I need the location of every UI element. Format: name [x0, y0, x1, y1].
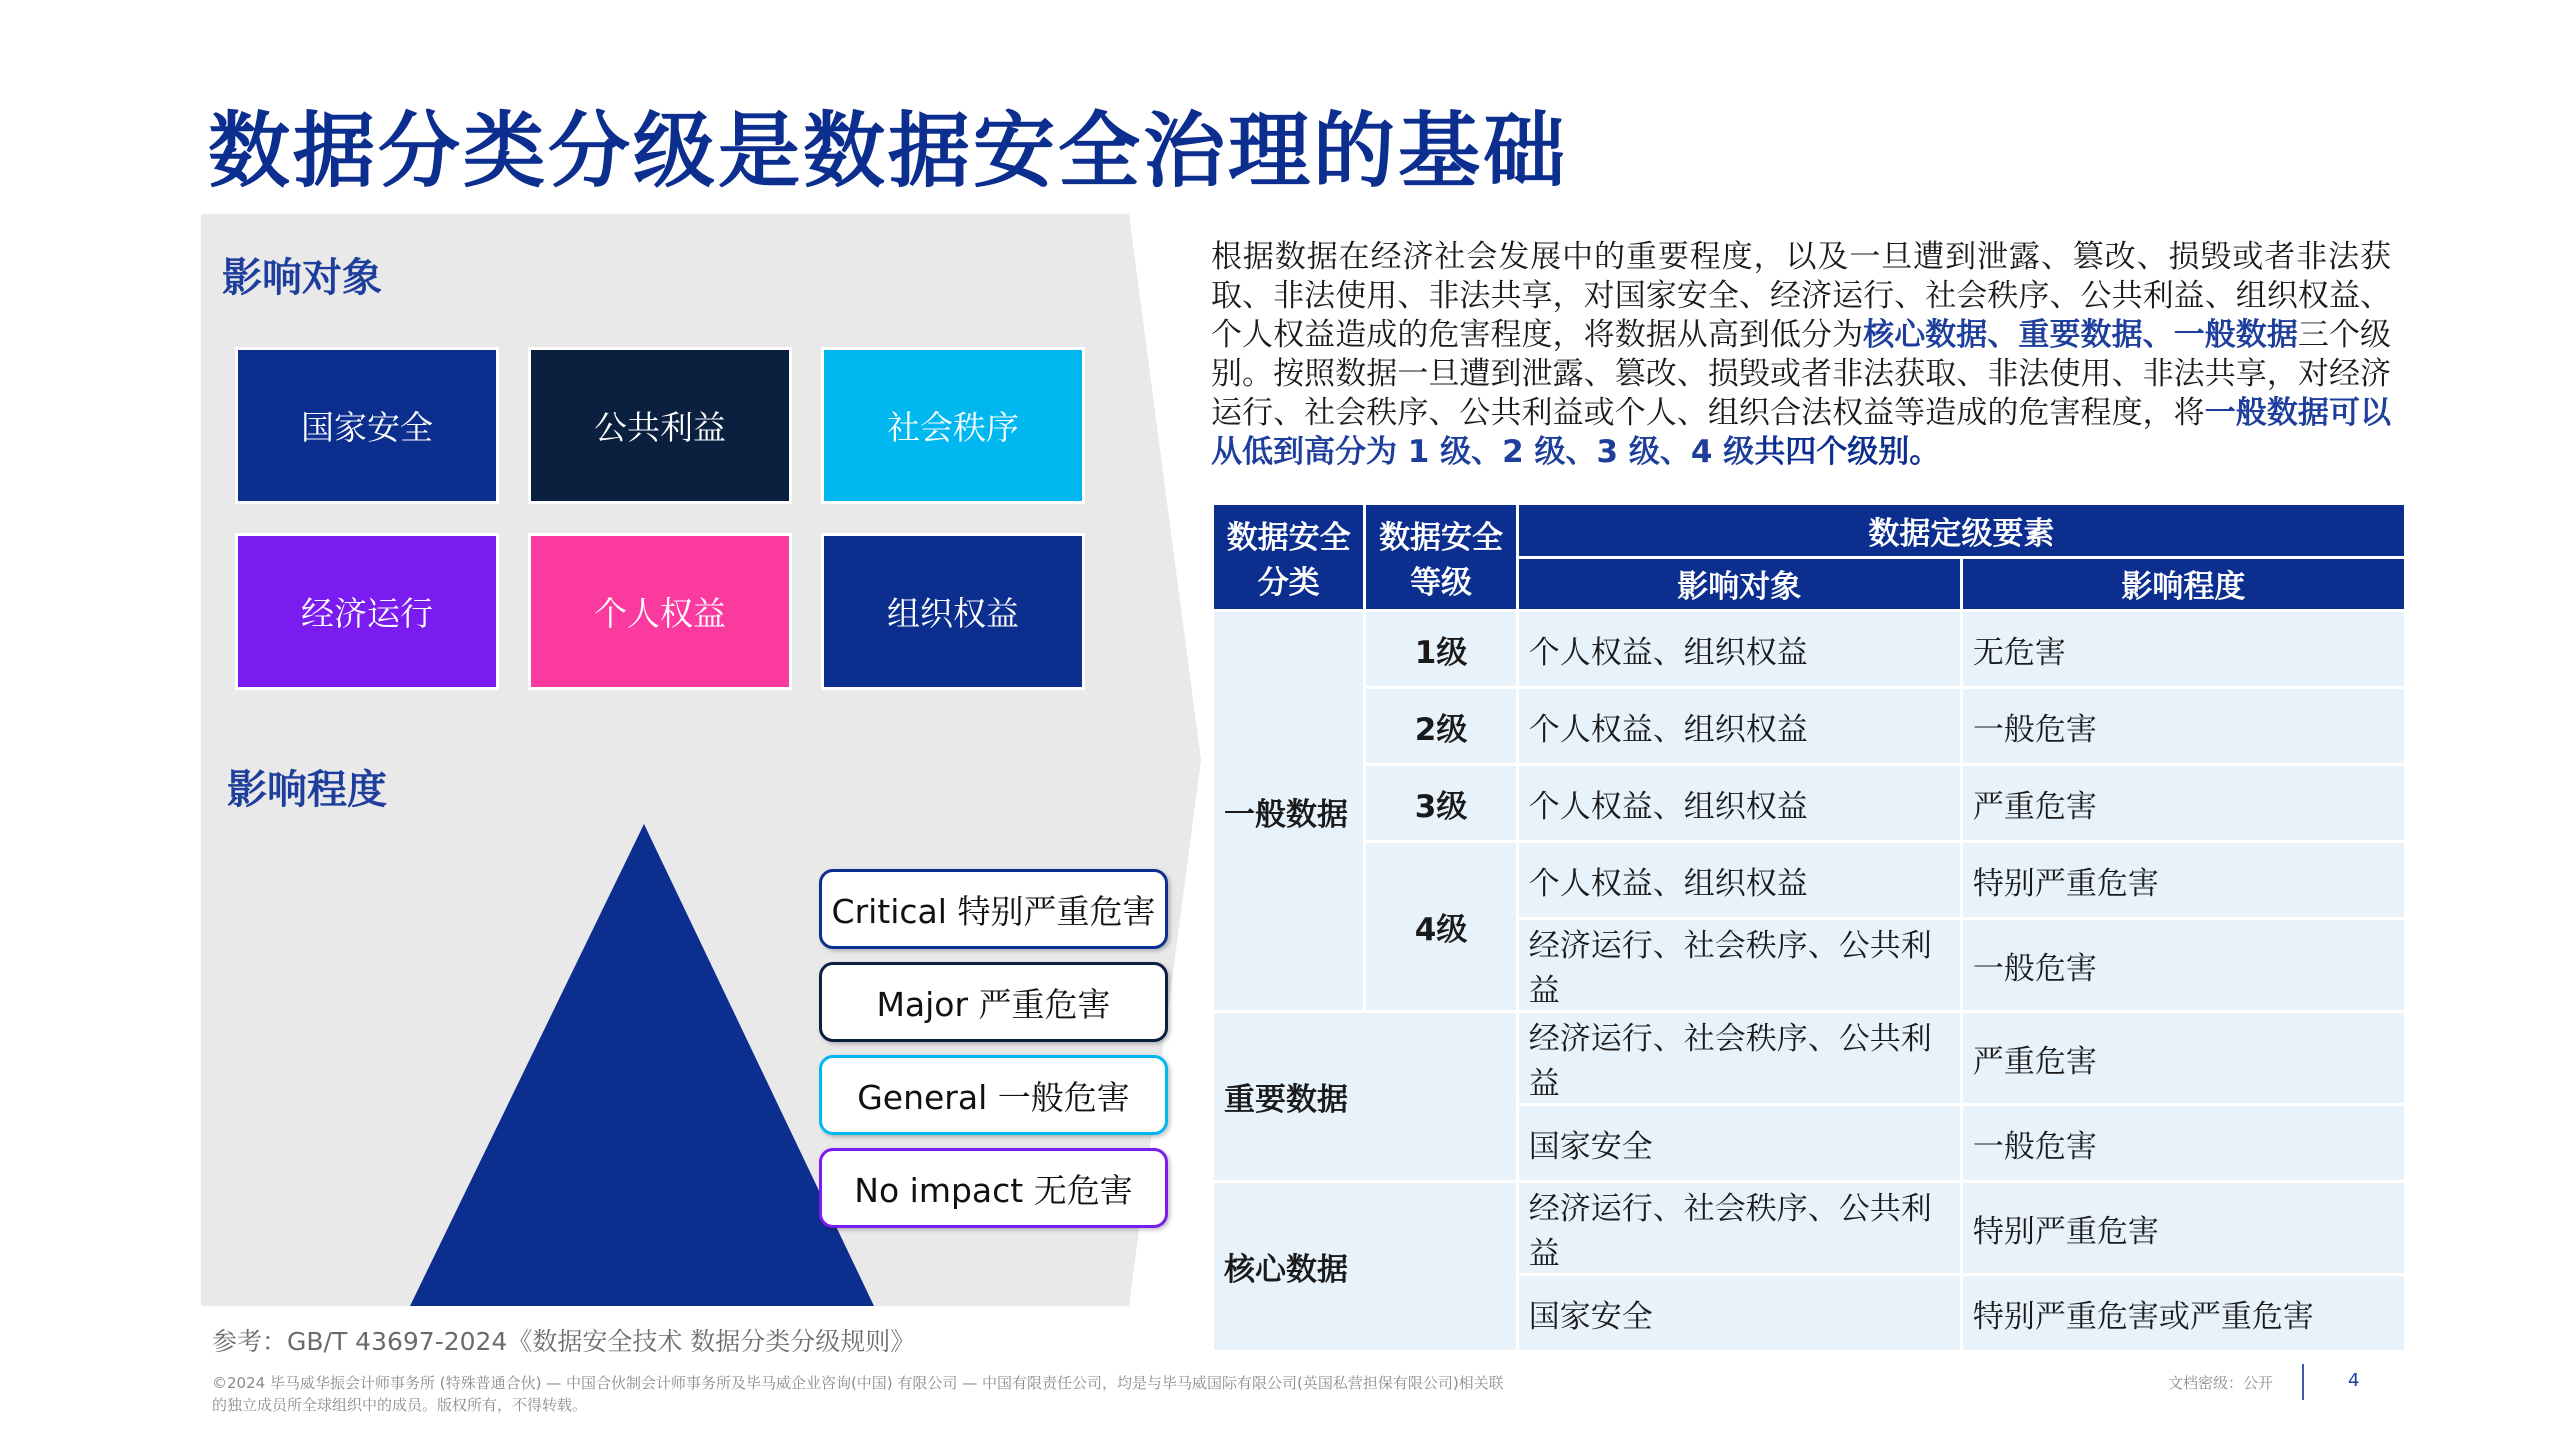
degree-cell: 特别严重危害 [1963, 1183, 2404, 1273]
degree-cell: 特别严重危害 [1963, 843, 2404, 917]
object-cell: 国家安全 [1519, 1276, 1960, 1350]
object-cell: 经济运行、社会秩序、公共利益 [1519, 1013, 1960, 1103]
tile-personal-rights: 个人权益 [528, 533, 792, 690]
level-major: Major 严重危害 [819, 962, 1168, 1042]
tile-organization-rights: 组织权益 [821, 533, 1085, 690]
category-general: 一般数据 [1214, 612, 1363, 1010]
document-security-label: 文档密级：公开 [2168, 1374, 2274, 1392]
copyright-notice: ©2024 毕马威华振会计师事务所 (特殊普通合伙) — 中国合伙制会计师事务所及毕马威企业咨询(中国) 有限公司 — 中国有限责任公司，均是与毕马威国际有限公司(英国私营担保有限公司)相关联的独立成员所全球组织中的成员。版权所有，不得转载。 [212, 1374, 1504, 1414]
level-cell: 3级 [1366, 766, 1515, 840]
general-data-term: 一般数据 [2173, 317, 2298, 353]
table-row [1214, 612, 2404, 686]
intro-paragraph [1211, 238, 2391, 472]
table-row [1214, 766, 2404, 840]
degree-cell: 严重危害 [1963, 766, 2404, 840]
tile-social-order: 社会秩序 [821, 347, 1085, 504]
page-title: 数据分类分级是数据安全治理的基础 [208, 104, 1569, 199]
category-important: 重要数据 [1214, 1013, 1516, 1180]
degree-cell: 无危害 [1963, 612, 2404, 686]
object-cell: 个人权益、组织权益 [1519, 689, 1960, 763]
table-row [1214, 689, 2404, 763]
header-category: 数据安全分类 [1214, 505, 1363, 609]
level-no-impact: No impact 无危害 [819, 1148, 1168, 1228]
levels-sentence: 一般数据可以从低到高分为 1 级、2 级、3 级、4 级 [1211, 395, 2392, 470]
intro-text-3: 共四个级别。 [1754, 434, 1941, 470]
object-cell: 经济运行、社会秩序、公共利益 [1519, 1183, 1960, 1273]
object-cell: 个人权益、组织权益 [1519, 843, 1960, 917]
degree-cell: 一般危害 [1963, 1106, 2404, 1180]
impact-objects-heading: 影响对象 [222, 255, 382, 301]
tile-public-interest: 公共利益 [528, 347, 792, 504]
degree-cell: 特别严重危害或严重危害 [1963, 1276, 2404, 1350]
level-cell: 2级 [1366, 689, 1515, 763]
page-number: 4 [2348, 1370, 2360, 1391]
object-cell: 个人权益、组织权益 [1519, 612, 1960, 686]
header-elements: 数据定级要素 [1519, 505, 2404, 556]
header-object: 影响对象 [1519, 559, 1960, 610]
level-general: General 一般危害 [819, 1055, 1168, 1135]
tile-economic-operation: 经济运行 [235, 533, 499, 690]
table-row [1214, 843, 2404, 917]
header-degree: 影响程度 [1963, 559, 2404, 610]
impact-degree-heading: 影响程度 [227, 767, 387, 813]
reference-note: 参考：GB/T 43697-2024《数据安全技术 数据分类分级规则》 [212, 1327, 916, 1356]
level-cell: 1级 [1366, 612, 1515, 686]
degree-cell: 一般危害 [1963, 920, 2404, 1010]
footer-divider [2302, 1364, 2304, 1400]
important-data-term: 重要数据 [2018, 317, 2143, 353]
table-row [1214, 1183, 2404, 1273]
degree-cell: 严重危害 [1963, 1013, 2404, 1103]
intro-text-2: 三个级别。按照数据一旦遭到泄露、篡改、损毁或者非法获取、非法使用、非法共享，对经济运行、社会秩序、公共利益或个人、组织合法权益等造成的危害程度，将 [1211, 317, 2392, 431]
header-level: 数据安全等级 [1366, 505, 1515, 609]
level-critical: Critical 特别严重危害 [819, 869, 1168, 949]
intro-sep-1: 、 [1987, 317, 2019, 353]
impact-panel [201, 214, 1205, 1306]
level-cell: 4级 [1366, 843, 1515, 1010]
table-row [1214, 1013, 2404, 1103]
core-data-term: 核心数据 [1863, 317, 1988, 353]
tile-national-security: 国家安全 [235, 347, 499, 504]
intro-text-1: 根据数据在经济社会发展中的重要程度，以及一旦遭到泄露、篡改、损毁或者非法获取、非法使用、非法共享，对国家安全、经济运行、社会秩序、公共利益、组织权益、个人权益造成的危害程度，将数据从高到低分为 [1211, 239, 2391, 353]
degree-cell: 一般危害 [1963, 689, 2404, 763]
category-core: 核心数据 [1214, 1183, 1516, 1350]
object-cell: 国家安全 [1519, 1106, 1960, 1180]
grading-table [1211, 502, 2407, 1353]
intro-sep-2: 、 [2142, 317, 2174, 353]
object-cell: 个人权益、组织权益 [1519, 766, 1960, 840]
object-cell: 经济运行、社会秩序、公共利益 [1519, 920, 1960, 1010]
